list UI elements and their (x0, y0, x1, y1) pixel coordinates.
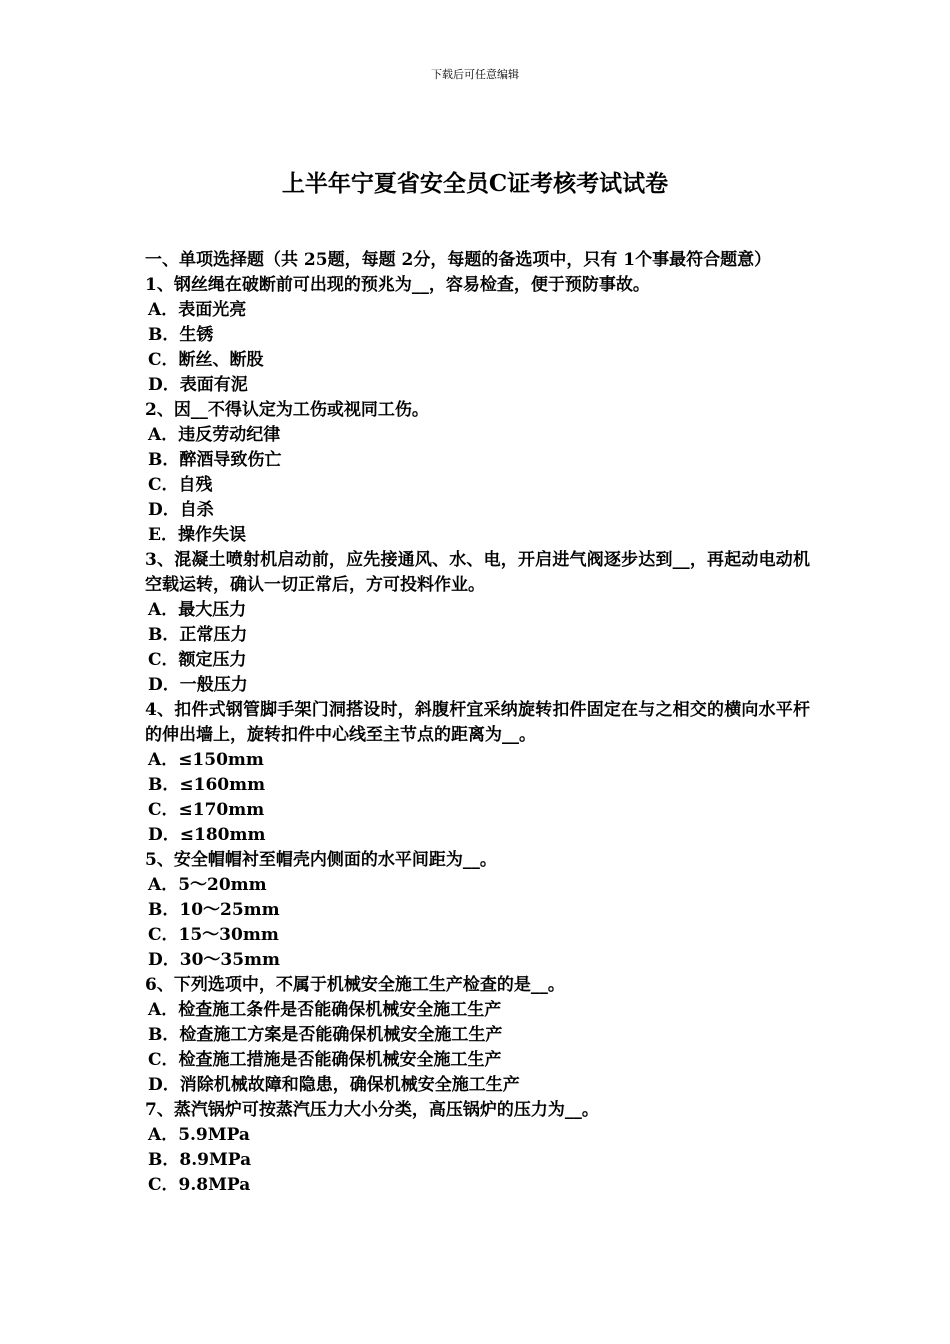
question-4 (145, 698, 810, 848)
option-item: A．最大压力 (148, 600, 247, 620)
option-item: B．检查施工方案是否能确保机械安全施工生产 (148, 1025, 503, 1045)
option-list (145, 998, 810, 1098)
exam-content (145, 248, 810, 1198)
option-item: D．30～35mm (148, 950, 281, 970)
question-stem: 3、混凝土喷射机启动前，应先接通风、水、电，开启进气阀逐步达到__，再起动电动机空载运转，确认一切正常后，方可投料作业。 (145, 550, 810, 595)
question-stem: 7、蒸汽锅炉可按蒸汽压力大小分类，高压锅炉的压力为__。 (145, 1100, 599, 1120)
question-7 (145, 1098, 810, 1198)
question-stem: 2、因__不得认定为工伤或视同工伤。 (145, 400, 429, 420)
question-3 (145, 548, 810, 698)
option-item: C．检查施工措施是否能确保机械安全施工生产 (148, 1050, 502, 1070)
question-stem: 6、下列选项中，不属于机械安全施工生产检查的是__。 (145, 975, 565, 995)
option-item: B．10～25mm (148, 900, 280, 920)
option-item: D．消除机械故障和隐患，确保机械安全施工生产 (148, 1075, 520, 1095)
option-list (145, 1123, 810, 1198)
option-item: A．检查施工条件是否能确保机械安全施工生产 (148, 1000, 502, 1020)
option-item: B．正常压力 (148, 625, 248, 645)
option-item: A．5～20mm (148, 875, 267, 895)
option-list (145, 423, 810, 548)
option-item: C．15～30mm (148, 925, 279, 945)
option-item: D．表面有泥 (148, 375, 248, 395)
option-item: B．≤160mm (148, 775, 266, 795)
question-2 (145, 398, 810, 548)
option-item: C．自残 (148, 475, 213, 495)
option-item: B．8.9MPa (148, 1150, 252, 1170)
question-stem: 5、安全帽帽衬至帽壳内侧面的水平间距为__。 (145, 850, 497, 870)
option-item: A．违反劳动纪律 (148, 425, 281, 445)
question-stem: 4、扣件式钢管脚手架门洞搭设时，斜腹杆宜采纳旋转扣件固定在与之相交的横向水平杆的伸出墙上，旋转扣件中心线至主节点的距离为__。 (145, 700, 810, 745)
option-item: B．醉酒导致伤亡 (148, 450, 282, 470)
option-item: C．断丝、断股 (148, 350, 264, 370)
option-item: D．自杀 (148, 500, 214, 520)
header-note: 下载后可任意编辑 (431, 68, 519, 81)
option-list (145, 298, 810, 398)
option-list (145, 873, 810, 973)
option-item: C．9.8MPa (148, 1175, 251, 1195)
question-1 (145, 273, 810, 398)
option-list (145, 748, 810, 848)
question-list (145, 273, 810, 1198)
option-item: D．一般压力 (148, 675, 248, 695)
question-6 (145, 973, 810, 1098)
option-item: B．生锈 (148, 325, 214, 345)
section-heading: 一、单项选择题（共 25题，每题 2分，每题的备选项中，只有 1个事最符合题意） (145, 250, 772, 270)
option-list (145, 598, 810, 698)
option-item: E．操作失误 (148, 525, 246, 545)
option-item: D．≤180mm (148, 825, 266, 845)
option-item: A．5.9MPa (148, 1125, 250, 1145)
option-item: A．表面光亮 (148, 300, 247, 320)
option-item: C．≤170mm (148, 800, 265, 820)
document-title: 上半年宁夏省安全员C证考核考试试卷 (281, 170, 669, 198)
option-item: C．额定压力 (148, 650, 247, 670)
option-item: A．≤150mm (148, 750, 264, 770)
question-stem: 1、钢丝绳在破断前可出现的预兆为__，容易检查，便于预防事故。 (145, 275, 650, 295)
question-5 (145, 848, 810, 973)
